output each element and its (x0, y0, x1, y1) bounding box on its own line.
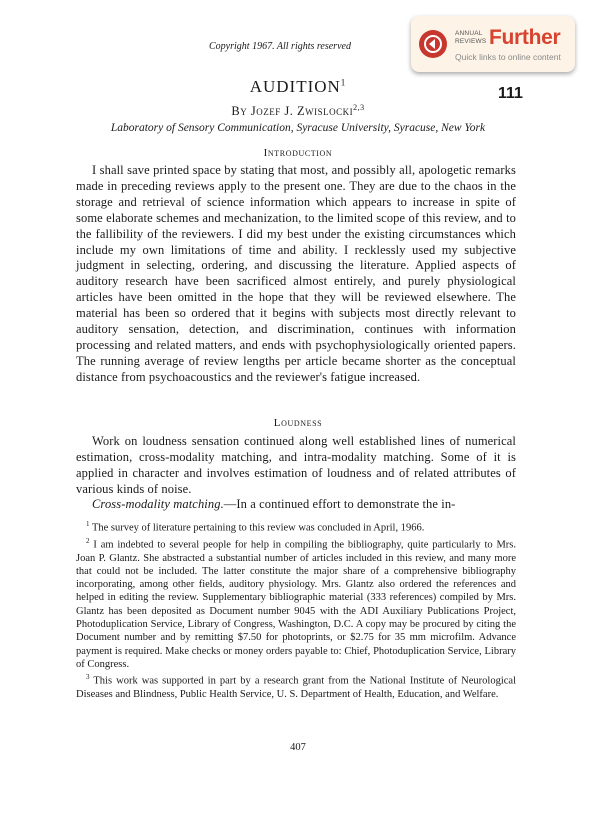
title-footnote-ref: 1 (340, 77, 347, 88)
footnote-text: This work was supported in part by a research grant from the National Institute of Neurological Diseases and Blindness, Public Health Service, U. S. Department of Health, Education, and Welfare. (76, 675, 516, 701)
footnote-mark: 2 (86, 536, 90, 545)
cross-modality-paragraph (76, 497, 516, 513)
title-text: AUDITION (249, 77, 341, 96)
loudness-paragraph: Work on loudness sensation continued along well established lines of numerical estimation, cross-modality matching, and intra-modality matching. Some of it is applied in character and involves estimation of loudness and of related attributes of various kinds of noise. (76, 434, 516, 496)
footnote-2 (76, 535, 516, 671)
copyright-notice: Copyright 1967. All rights reserved (209, 41, 351, 52)
page-number: 407 (290, 742, 306, 753)
loudness-heading: Loudness (273, 417, 323, 429)
cross-modality-subhead: Cross-modality matching. (92, 497, 224, 511)
top-page-number: 111 (498, 85, 523, 102)
annual-reviews-further-banner[interactable] (411, 16, 575, 72)
introduction-paragraph: I shall save printed space by stating that most, and possibly all, apologetic remarks made in preceding reviews apply to the present one. They are due to the chaos in the storage and retrieval of science information which appears to increase in spite of some elaborate schemes and mechanization, to the limited scope of this review, and to the fallibility of the reviewers. I did my best under the existing circumstances which include my own limitations of time and ability. I recklessly used my subjective judgment in selecting, ordering, and discussing the literature. Applied aspects of auditory research have been sacrificed almost entirely, and purely physiological articles have been omitted in the hope that they will be reviewed elsewhere. The material has been so ordered that it begins with subjects most directly relevant to auditory sensation, detection, and discrimination, continues with information processing and related matters, and ends with psychophysiologically oriented papers. The running average of review lengths per article became shorter as the conceptual distance from psychoacoustics and the reviewer's fatigue increased. (76, 163, 516, 384)
brand-line-1: ANNUAL (455, 30, 483, 37)
author-footnote-refs: 2,3 (353, 103, 365, 112)
further-title[interactable]: Further (489, 26, 561, 49)
introduction-heading: Introduction (263, 147, 333, 159)
article-title (0, 77, 596, 97)
brand-line-2: REVIEWS (455, 38, 487, 45)
play-arrow-icon (419, 30, 447, 58)
quick-links-subtitle[interactable]: Quick links to online content (455, 52, 561, 62)
footnote-3 (76, 671, 516, 701)
byline-prefix: By (231, 104, 248, 119)
byline (0, 103, 596, 119)
footnote-1 (76, 518, 516, 535)
annual-reviews-label (455, 30, 485, 46)
footnote-text: I am indebted to several people for help in compiling the bibliography, quite particularly to Mrs. Joan P. Glantz. She abstracted a substantial number of articles included in this review, and many more that could not be included. The latter constitute the major share of a comprehensive bibliography incorporating, among other fields, auditory physiology. Mrs. Glantz also ordered the references and helped in editing the review. Supplementary bibliographic material (333 references) compiled by Mrs. Glantz has been deposited as Document number 9045 with the ADI Auxiliary Publications Project, Photoduplication Service, Library of Congress, Washington, D.C. A copy may be procured by citing the Document number and by remitting $7.50 for photoprints, or $2.75 for 35 mm microfilm. Advance payment is required. Make checks or money orders payable to: Chief, Photoduplication Service, Library of Congress. (76, 539, 517, 670)
footnote-text: The survey of literature pertaining to this review was concluded in April, 1966. (91, 522, 425, 534)
author-name: Jozef J. Zwislocki (250, 104, 354, 119)
footnote-mark: 3 (86, 673, 90, 682)
footnote-mark: 1 (86, 520, 90, 528)
cross-modality-text: —In a continued effort to demonstrate the in- (223, 497, 456, 511)
footnotes (76, 518, 516, 701)
affiliation: Laboratory of Sensory Communication, Syracuse University, Syracuse, New York (110, 122, 486, 134)
